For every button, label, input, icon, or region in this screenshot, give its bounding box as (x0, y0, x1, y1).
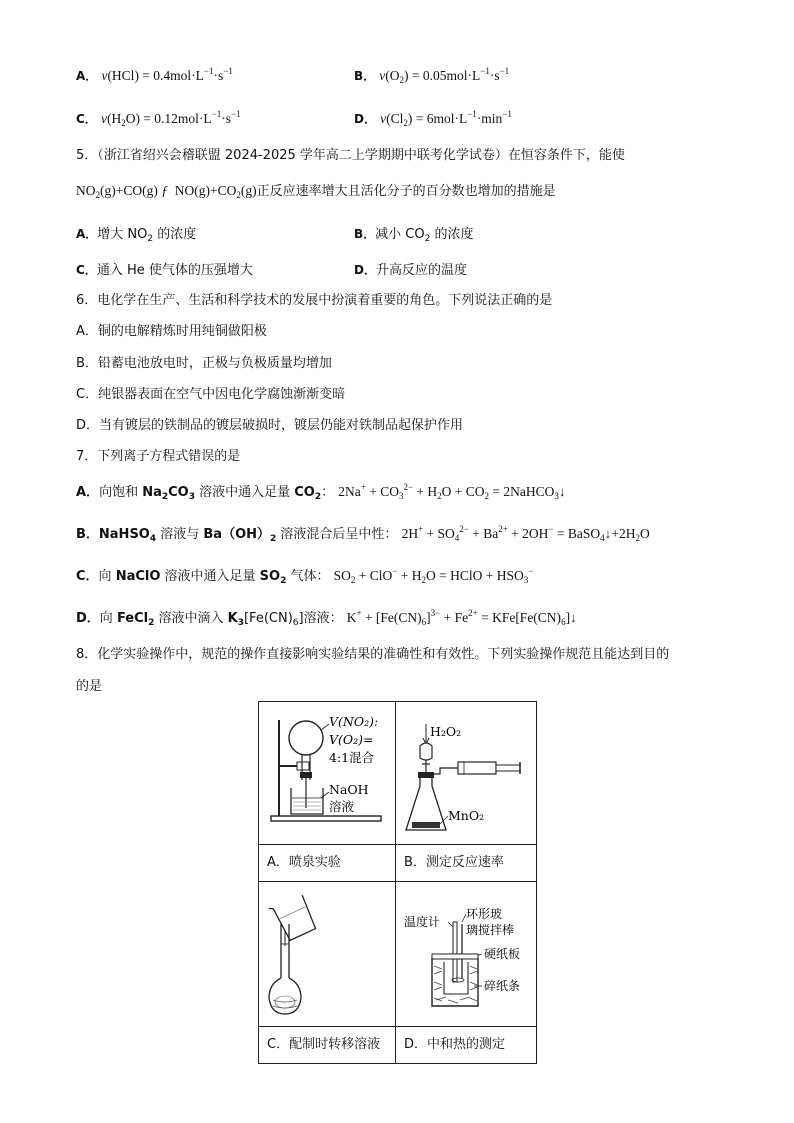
q4-option-c (76, 110, 241, 129)
option-equation: $K^+ + [Fe(CN)_6]^{3-} + Fe^{2+}$ = $KFe[Fe(CN)_6]↓$ (346, 608, 577, 627)
option-equation: $SO_2 + ClO^- + H_2O$ = HClO + $HSO_3^-$ (333, 566, 534, 585)
option-letter: D． (354, 263, 376, 277)
label-ratio: 4:1混合 (329, 750, 375, 765)
q7-option-d (76, 609, 577, 628)
label-paper-strips: 碎纸条 (484, 979, 521, 993)
q6-option-d: D．当有镀层的铁制品的镀层破损时，镀层仍能对铁制品起保护作用 (76, 418, 464, 433)
label-solution: 溶液 (329, 799, 355, 814)
q5-stem-end: 正反应速率增大且活化分子的百分数也增加的措施是 (256, 184, 556, 199)
q6-option-a: A．铜的电解精炼时用纯铜做阳极 (76, 324, 267, 339)
q5-equation-line (76, 182, 556, 201)
q5-option-c (76, 261, 253, 280)
fountain-apparatus-figure (259, 702, 395, 840)
q8-stem-line1: 8．化学实验操作中，规范的操作直接影响实验结果的准确性和有效性。下列实验操作规范且能达到目的 (76, 647, 670, 662)
option-equation: $2H^+ + SO_4^{2-} + Ba^{2+} + 2OH^-$ = $BaSO_4↓+2H_2O$ (401, 524, 650, 543)
figure-a-cell (259, 702, 396, 845)
q7-option-b (76, 525, 650, 544)
label-naoh: NaOH (329, 782, 369, 797)
option-prefix: B．NaHSO$_4$ 溶液与 $Ba(OH)_2$ 溶液混合后呈中性： (76, 527, 398, 544)
q6-stem: 6．电化学在生产、生活和科学技术的发展中扮演着重要的角色。下列说法正确的是 (76, 293, 553, 308)
option-letter: C． (76, 263, 97, 277)
option-equation: $2Na^+ + CO_3^{2-} + H_2O + CO_2$ = 2NaHCO$_3$↓ (338, 482, 566, 501)
caption-c: C．配制时转移溶液 (259, 1027, 396, 1064)
q5-option-d (354, 261, 467, 280)
figure-d-cell (396, 882, 537, 1027)
option-letter: B． (354, 69, 376, 83)
q4-option-b (354, 67, 509, 86)
label-v-no2: V(NO₂): (329, 714, 379, 729)
option-text: 升高反应的温度 (375, 263, 467, 278)
option-letter: D． (354, 112, 376, 126)
label-thermometer: 温度计 (404, 915, 441, 929)
transfer-solution-figure (259, 882, 395, 1022)
q7-stem: 7．下列离子方程式错误的是 (76, 449, 241, 464)
q6-option-b: B．铅蓄电池放电时，正极与负极质量均增加 (76, 356, 332, 371)
reaction-rate-apparatus-figure (396, 702, 536, 840)
q8-figure-table (258, 701, 537, 1064)
option-text: 增大 $NO_2$ 的浓度 (97, 227, 197, 244)
figure-c-cell (259, 882, 396, 1027)
caption-a: A．喷泉实验 (259, 845, 396, 882)
label-h2o2: H₂O₂ (430, 724, 462, 739)
q5-option-a (76, 225, 196, 244)
option-prefix: D．向 FeCl$_2$ 溶液中滴入 $K_3[Fe(CN)_6]$溶液： (76, 611, 343, 628)
q7-option-c (76, 567, 533, 586)
option-text: $v(H_2O) = 0.12mol\cdot L^{-1}\cdot s^{-1}$ (100, 109, 241, 128)
label-mno2: MnO₂ (448, 808, 485, 823)
option-prefix: A．向饱和 $Na_2CO_3$ 溶液中通入足量 $CO_2$： (76, 485, 335, 502)
figure-b-cell (396, 702, 537, 845)
option-prefix: C．向 NaClO 溶液中通入足量 $SO_2$ 气体： (76, 569, 330, 586)
q7-option-a (76, 483, 566, 502)
option-text: 减小 $CO_2$ 的浓度 (375, 227, 474, 244)
option-letter: B． (354, 227, 376, 241)
q5-option-b (354, 225, 473, 244)
label-v-o2: V(O₂)= (329, 732, 374, 747)
q5-stem: 5．（浙江省绍兴会稽联盟 2024-2025 学年高二上学期期中联考化学试卷）在恒容条件下，能使 (76, 148, 625, 163)
option-letter: A． (76, 227, 98, 241)
option-text: $v(Cl_2) = 6mol\cdot L^{-1}\cdot\min^{-1}$ (380, 109, 512, 128)
label-cardboard: 硬纸板 (484, 947, 521, 961)
label-stirrer: 璃搅拌棒 (466, 923, 515, 937)
q5-equation: $NO_2(g)+CO(g)$ ƒ $NO(g)+CO_2(g)$ (76, 183, 257, 200)
caption-d: D．中和热的测定 (396, 1027, 537, 1064)
q8-stem-line2: 的是 (76, 679, 103, 694)
q6-option-c: C．纯银器表面在空气中因电化学腐蚀渐渐变暗 (76, 387, 346, 402)
option-letter: A． (76, 69, 98, 83)
label-ring-glass: 环形玻 (466, 907, 503, 921)
option-letter: C． (76, 112, 97, 126)
caption-b: B．测定反应速率 (396, 845, 537, 882)
option-text: 通入 He 使气体的压强增大 (96, 263, 253, 278)
neutralization-heat-figure (396, 882, 536, 1022)
option-text: $v(HCl) = 0.4mol\cdot L^{-1}\cdot s^{-1}$ (101, 66, 233, 83)
option-text: $v(O_2) = 0.05mol\cdot L^{-1}\cdot s^{-1}$ (379, 66, 510, 85)
q4-option-d (354, 110, 512, 129)
q4-option-a (76, 67, 233, 86)
